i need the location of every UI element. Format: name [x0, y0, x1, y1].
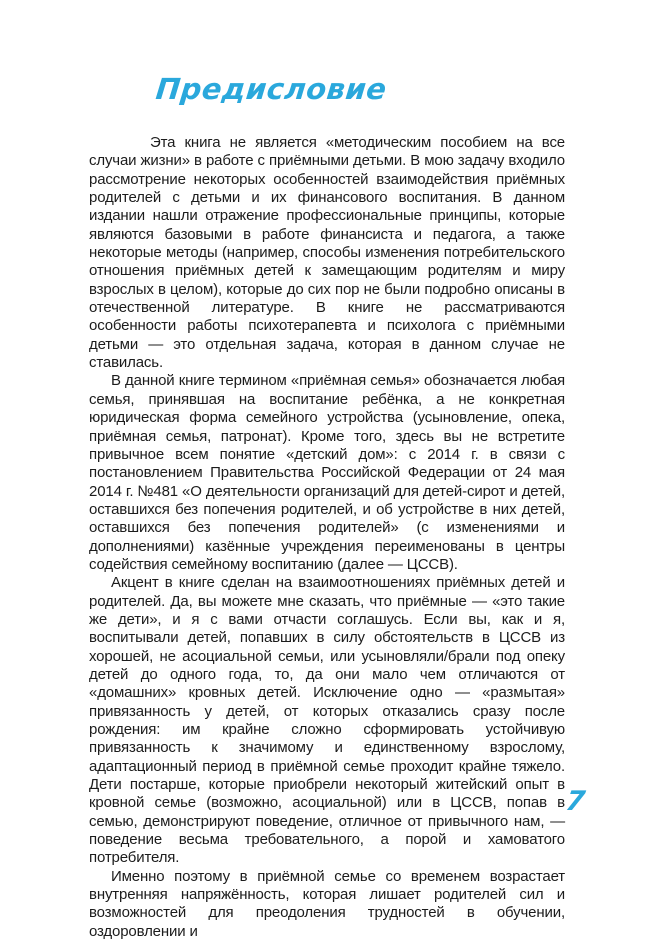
paragraph-4: Именно поэтому в приёмной семье со временем возрастает внутренняя напряжённость, которая лишает родителей сил и возможностей для преодоления трудностей в обучении, оздоровлении и: [89, 867, 565, 940]
paragraph-1: Эта книга не является «методическим пособием на все случаи жизни» в работе с приёмными детьми. В мою задачу входило рассмотрение некоторых особенностей взаимодействия приёмных родителей с детьми и их финансового воспитания. В данном издании нашли отражение профессиональные принципы, которые являются базовыми в работе финансиста и педагога, а также некоторые методы (например, способы изменения потребительского отношения приёмных детей к замещающим родителям и миру взрослых в целом), которые до сих пор не были подробно описаны в отечественной литературе. В книге не рассматриваются особенности работы психотерапевта и психолога с приёмными детьми — это отдельная задача, которая в данном случае не ставилась.: [89, 134, 565, 372]
paragraph-3: Акцент в книге сделан на взаимоотношениях приёмных детей и родителей. Да, вы можете мне сказать, что приёмные — «это такие же дети», и я с вами отчасти соглашусь. Если вы, как и я, воспитывали детей, попавших в силу обстоятельств в ЦССВ из хорошей, не асоциальной семьи, или усыновляли/брали под опеку детей до одного года, то, да они мало чем отличаются от «домашних» кровных детей. Исключение одно — «размытая» привязанность у детей, от которых отказались сразу после рождения: им крайне сложно сформировать устойчивую привязанность к значимому и единственному взрослому, адаптационный период в приёмной семье проходит крайне тяжело. Дети постарше, которые приобрели некоторый житейский опыт в кровной семье (возможно, асоциальной) или в ЦССВ, попав в семью, демонстрируют поведение, отличное от привычного нам, — поведение весьма требовательного, а порой и хамоватого потребителя.: [89, 574, 565, 867]
paragraph-2: В данной книге термином «приёмная семья» обозначается любая семья, принявшая на воспитание ребёнка, а не конкретная юридическая форма семейного устройства (усыновление, опека, приёмная семья, патронат). Кроме того, здесь вы не встретите привычное всем понятие «детский дом»: с 2014 г. в связи с постановлением Правительства Российской Федерации от 24 мая 2014 г. №481 «О деятельности организаций для детей-сирот и детей, оставшихся без попечения родителей, и об устройстве в них детей, оставшихся без попечения родителей» (с изменениями и дополнениями) казённые учреждения переименованы в центры содействия семейному воспитанию (далее — ЦССВ).: [89, 372, 565, 573]
page-title: Предисловие: [154, 72, 389, 106]
page-number: 7: [563, 786, 587, 817]
body-text: [89, 134, 565, 941]
